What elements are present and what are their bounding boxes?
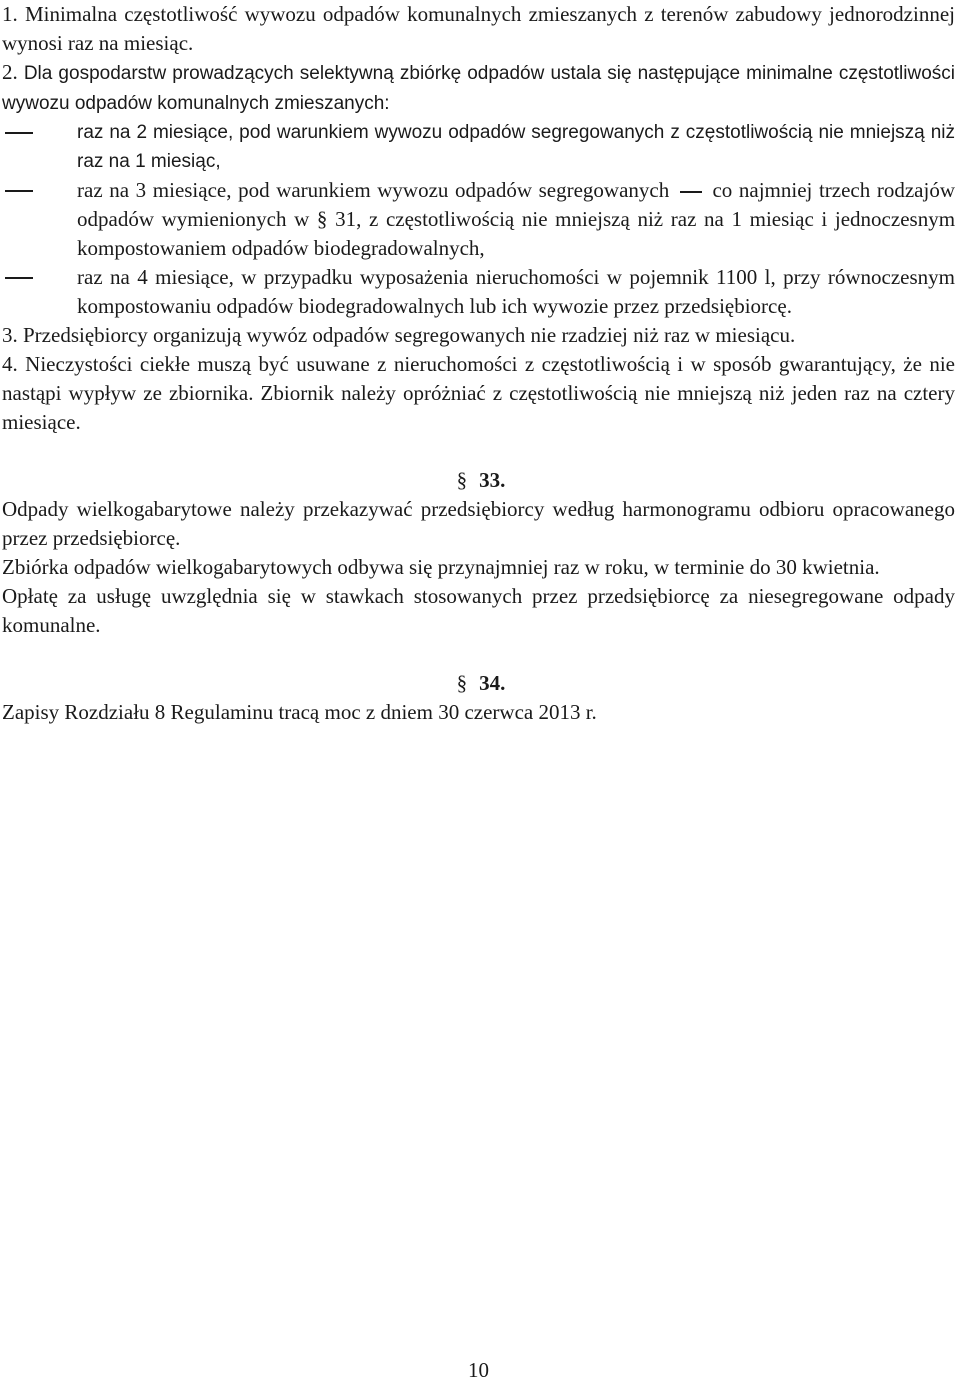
section-33-paragraph: Odpady wielkogabarytowe należy przekazywać przedsiębiorcy według harmonogramu odbioru opracowanego przez przedsiębiorcę. — [2, 497, 955, 550]
dash-list-item — [0, 176, 955, 263]
section-heading-34 — [0, 669, 955, 698]
page-number: 10 — [468, 1358, 489, 1382]
dash-list-item — [0, 118, 955, 176]
section-33-paragraph: Zbiórka odpadów wielkogabarytowych odbywa się przynajmniej raz w roku, w terminie do 30 kwietnia. — [2, 555, 880, 579]
paragraph-item-2 — [0, 58, 955, 118]
paragraph-item-1 — [0, 0, 955, 58]
dash-bullet-icon — [5, 132, 33, 134]
dash-bullet-icon — [5, 190, 33, 192]
section-heading-33 — [0, 466, 955, 495]
dash-item-text: raz na 4 miesiące, w przypadku wyposażenia nieruchomości w pojemnik 1100 l, przy równoczesnym kompostowaniu odpadów biodegradowalnych lub ich wywozie przez przedsiębiorcę. — [77, 265, 955, 318]
section-symbol: § — [456, 671, 468, 695]
section-number: 33. — [479, 468, 506, 492]
paragraph-item-3 — [0, 321, 955, 350]
section-sign: § — [316, 207, 328, 231]
section-34-paragraph: Zapisy Rozdziału 8 Regulaminu tracą moc z dniem 30 czerwca 2013 r. — [2, 700, 597, 724]
section-number: 34. — [479, 671, 506, 695]
item-text: Dla gospodarstw prowadzących selektywną zbiórkę odpadów ustala się następujące minimalne częstotliwości wywozu odpadów komunalnych zmieszanych: — [2, 63, 956, 114]
item-text: Nieczystości ciekłe muszą być usuwane z nieruchomości z częstotliwością i w sposób gwarantujący, że nie nastąpi wypływ ze zbiornika. Zbiornik należy opróżniać z częstotliwością nie mniejszą niż jeden raz na cztery miesiące. — [2, 352, 956, 434]
item-number: 3. — [2, 323, 18, 347]
dash-item-text-part: raz na 3 miesiące, pod warunkiem wywozu odpadów segregowanych — [77, 178, 670, 202]
paragraph-item-4 — [0, 350, 955, 437]
dash-item-text-part: co najmniej trzech rodzajów odpadów wymienionych w — [77, 178, 955, 231]
item-number: 4. — [2, 352, 18, 376]
inline-dash-icon — [680, 191, 702, 193]
item-number: 1. — [2, 2, 18, 26]
dash-list-item — [0, 263, 955, 321]
item-text: Przedsiębiorcy organizują wywóz odpadów segregowanych nie rzadziej niż raz w miesiącu. — [23, 323, 796, 347]
dash-item-text: raz na 2 miesiące, pod warunkiem wywozu odpadów segregowanych z częstotliwością nie mniejszą niż raz na 1 miesiąc, — [77, 122, 955, 172]
section-symbol: § — [456, 468, 468, 492]
section-33-paragraph: Opłatę za usługę uwzględnia się w stawkach stosowanych przez przedsiębiorcę za niesegregowane odpady komunalne. — [2, 584, 955, 637]
dash-bullet-icon — [5, 277, 33, 279]
item-text: Minimalna częstotliwość wywozu odpadów komunalnych zmieszanych z terenów zabudowy jednorodzinnej wynosi raz na miesiąc. — [2, 2, 955, 55]
item-number: 2. — [2, 60, 18, 84]
dash-item-text-part: 31, z częstotliwością nie mniejszą niż raz na 1 miesiąc i jednoczesnym kompostowaniem odpadów biodegradowalnych, — [77, 207, 956, 260]
